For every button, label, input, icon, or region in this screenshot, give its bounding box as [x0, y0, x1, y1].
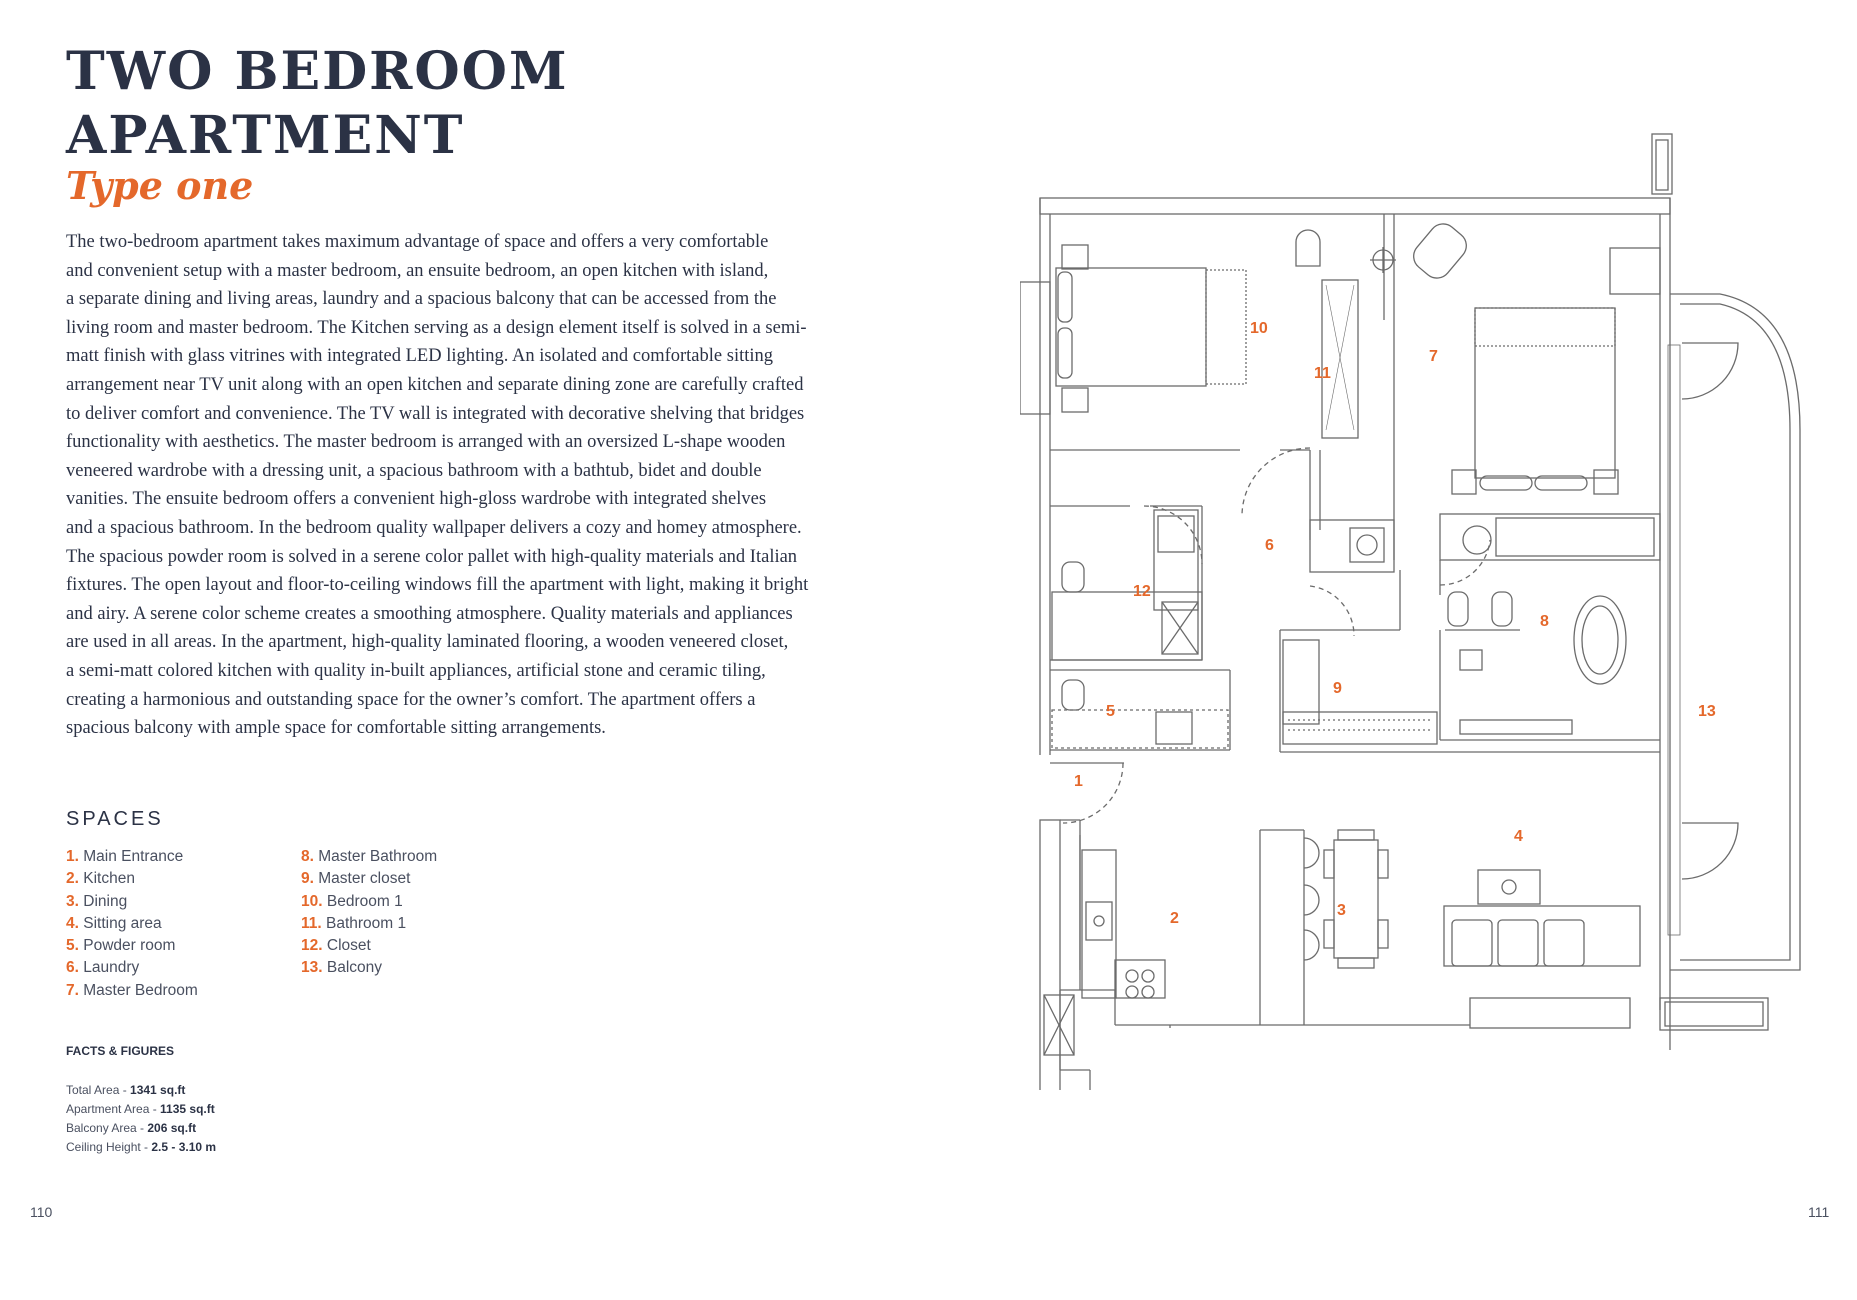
- bathroom-1-fixtures: [1052, 510, 1202, 660]
- exterior-walls: [1040, 134, 1768, 1090]
- room-number-3: 3: [1337, 902, 1346, 919]
- description-line: arrangement near TV unit along with an open kitchen and separate dining zone are carefully crafted: [66, 374, 804, 395]
- space-item: [66, 935, 198, 957]
- space-number: 12.: [301, 937, 323, 955]
- spaces-list-right: [301, 846, 437, 980]
- description-line: vanities. The ensuite bedroom offers a convenient high-gloss wardrobe with integrated shelves: [66, 489, 767, 510]
- fact-label: Ceiling Height -: [66, 1140, 152, 1154]
- description-line: The two-bedroom apartment takes maximum advantage of space and offers a very comfortable: [66, 232, 769, 252]
- fact-label: Total Area -: [66, 1083, 131, 1097]
- space-label: Main Entrance: [78, 848, 184, 865]
- powder-room-fixtures: [1052, 680, 1228, 748]
- dining-table: [1324, 830, 1388, 968]
- space-item: [66, 957, 198, 979]
- facts-heading: FACTS & FIGURES: [66, 1044, 175, 1058]
- space-item: [66, 980, 198, 1002]
- description-line: and a spacious bathroom. In the bedroom quality wallpaper delivers a cozy and homey atmosphere.: [66, 517, 802, 538]
- description-line: The spacious powder room is solved in a serene color pallet with high-quality materials and Italian: [66, 546, 798, 567]
- space-label: Master Bathroom: [313, 848, 438, 865]
- space-label: Sitting area: [78, 914, 162, 932]
- space-number: 6.: [66, 959, 79, 977]
- space-item: [66, 846, 198, 868]
- fact-label: Apartment Area -: [66, 1102, 161, 1116]
- master-bathroom-fixtures: [1445, 518, 1654, 684]
- fact-item: [66, 1119, 216, 1138]
- space-number: 9.: [301, 870, 314, 888]
- room-number-10: 10: [1250, 320, 1268, 337]
- space-number: 5.: [66, 937, 79, 955]
- description-line: functionality with aesthetics. The master bedroom is arranged with an oversized L-shape wooden: [66, 432, 786, 453]
- kitchen-counters: [1044, 838, 1319, 1055]
- description-line: a separate dining and living areas, laundry and a spacious balcony that can be accessed from the: [66, 289, 777, 310]
- description-line: spacious balcony with ample space for comfortable sitting arrangements.: [66, 718, 606, 739]
- door-swings: [1063, 448, 1490, 823]
- space-item: [301, 957, 437, 979]
- description-line: matt finish with glass vitrines with integrated LED lighting. An isolated and comfortable sitting: [66, 346, 774, 367]
- space-label: Master closet: [313, 870, 411, 888]
- space-number: 8.: [301, 848, 314, 865]
- description-line: fixtures. The open layout and floor-to-ceiling windows fill the apartment with light, making it bright: [66, 575, 809, 596]
- fact-value: 1135 sq.ft: [160, 1102, 215, 1116]
- description-line: are used in all areas. In the apartment, high-quality laminated flooring, a wooden veneered closet,: [66, 632, 789, 653]
- space-number: 11.: [301, 914, 322, 932]
- fact-label: Balcony Area -: [66, 1121, 148, 1135]
- space-item: [301, 868, 437, 890]
- fact-value: 2.5 - 3.10 m: [151, 1140, 217, 1154]
- room-number-4: 4: [1514, 828, 1523, 845]
- space-label: Laundry: [78, 959, 140, 977]
- page-number-right: 111: [1808, 1204, 1830, 1220]
- room-number-12: 12: [1133, 583, 1151, 600]
- space-number: 1.: [66, 848, 79, 865]
- master-closet-wardrobe: [1283, 640, 1572, 744]
- fact-item: [66, 1138, 216, 1157]
- room-number-6: 6: [1265, 537, 1274, 554]
- space-item: [301, 891, 437, 913]
- room-number-2: 2: [1170, 910, 1179, 927]
- page-title: TWO BEDROOM APARTMENT: [66, 41, 569, 166]
- space-label: Powder room: [78, 937, 176, 955]
- bedroom-1-furniture: [1020, 230, 1358, 438]
- page-subtitle: Type one: [66, 163, 254, 208]
- space-item: [301, 913, 437, 935]
- description-line: to deliver comfort and convenience. The TV wall is integrated with decorative shelving that bridges: [66, 403, 805, 424]
- space-item: [66, 913, 198, 935]
- space-item: [66, 868, 198, 890]
- room-number-8: 8: [1540, 613, 1549, 630]
- description-line: a semi-matt colored kitchen with quality in-built appliances, artificial stone and ceramic tiling,: [66, 660, 766, 681]
- description-line: veneered wardrobe with a dressing unit, a spacious bathroom with a bathtub, bidet and double: [66, 460, 762, 481]
- fact-value: 1341 sq.ft: [130, 1083, 186, 1097]
- page-number-left: 110: [30, 1204, 53, 1220]
- space-item: [301, 846, 437, 868]
- balcony-outline: [1668, 294, 1800, 970]
- space-number: 4.: [66, 914, 79, 932]
- description-text: [66, 228, 866, 743]
- spaces-list-left: [66, 846, 198, 1002]
- spaces-heading: SPACES: [66, 808, 164, 830]
- space-item: [301, 935, 437, 957]
- room-number-labels: [1074, 320, 1716, 927]
- floor-plan: [1020, 130, 1840, 1090]
- space-label: Bedroom 1: [322, 892, 403, 910]
- space-number: 2.: [66, 870, 79, 888]
- room-number-11: 11: [1314, 365, 1331, 382]
- room-number-9: 9: [1333, 680, 1342, 697]
- description-line: and convenient setup with a master bedroom, an ensuite bedroom, an open kitchen with island,: [66, 260, 769, 281]
- space-label: Closet: [322, 937, 371, 955]
- description-line: creating a harmonious and outstanding space for the owner’s comfort. The apartment offers a: [66, 689, 756, 710]
- space-number: 13.: [301, 959, 323, 977]
- laundry-appliance: [1350, 528, 1384, 562]
- space-number: 3.: [66, 892, 79, 910]
- description-line: living room and master bedroom. The Kitchen serving as a design element itself is solved in a semi-: [66, 317, 807, 338]
- master-bedroom-furniture: [1370, 218, 1618, 494]
- room-number-1: 1: [1074, 773, 1083, 790]
- space-number: 7.: [66, 981, 79, 999]
- interior-walls: [1050, 214, 1660, 1025]
- fact-item: [66, 1081, 216, 1100]
- space-label: Balcony: [322, 959, 383, 977]
- room-number-13: 13: [1698, 703, 1716, 720]
- facts-list: [66, 1081, 216, 1157]
- space-label: Dining: [78, 892, 128, 910]
- space-label: Kitchen: [78, 870, 135, 888]
- fact-value: 206 sq.ft: [147, 1121, 197, 1135]
- sitting-area-furniture: [1444, 870, 1640, 966]
- space-label: Master Bedroom: [78, 981, 198, 999]
- room-number-5: 5: [1106, 703, 1115, 720]
- space-label: Bathroom 1: [321, 914, 407, 932]
- space-number: 10.: [301, 892, 323, 910]
- fact-item: [66, 1100, 216, 1119]
- room-number-7: 7: [1429, 348, 1438, 365]
- space-item: [66, 891, 198, 913]
- description-line: and airy. A serene color scheme creates a smoothing atmosphere. Quality materials and appliances: [66, 603, 793, 624]
